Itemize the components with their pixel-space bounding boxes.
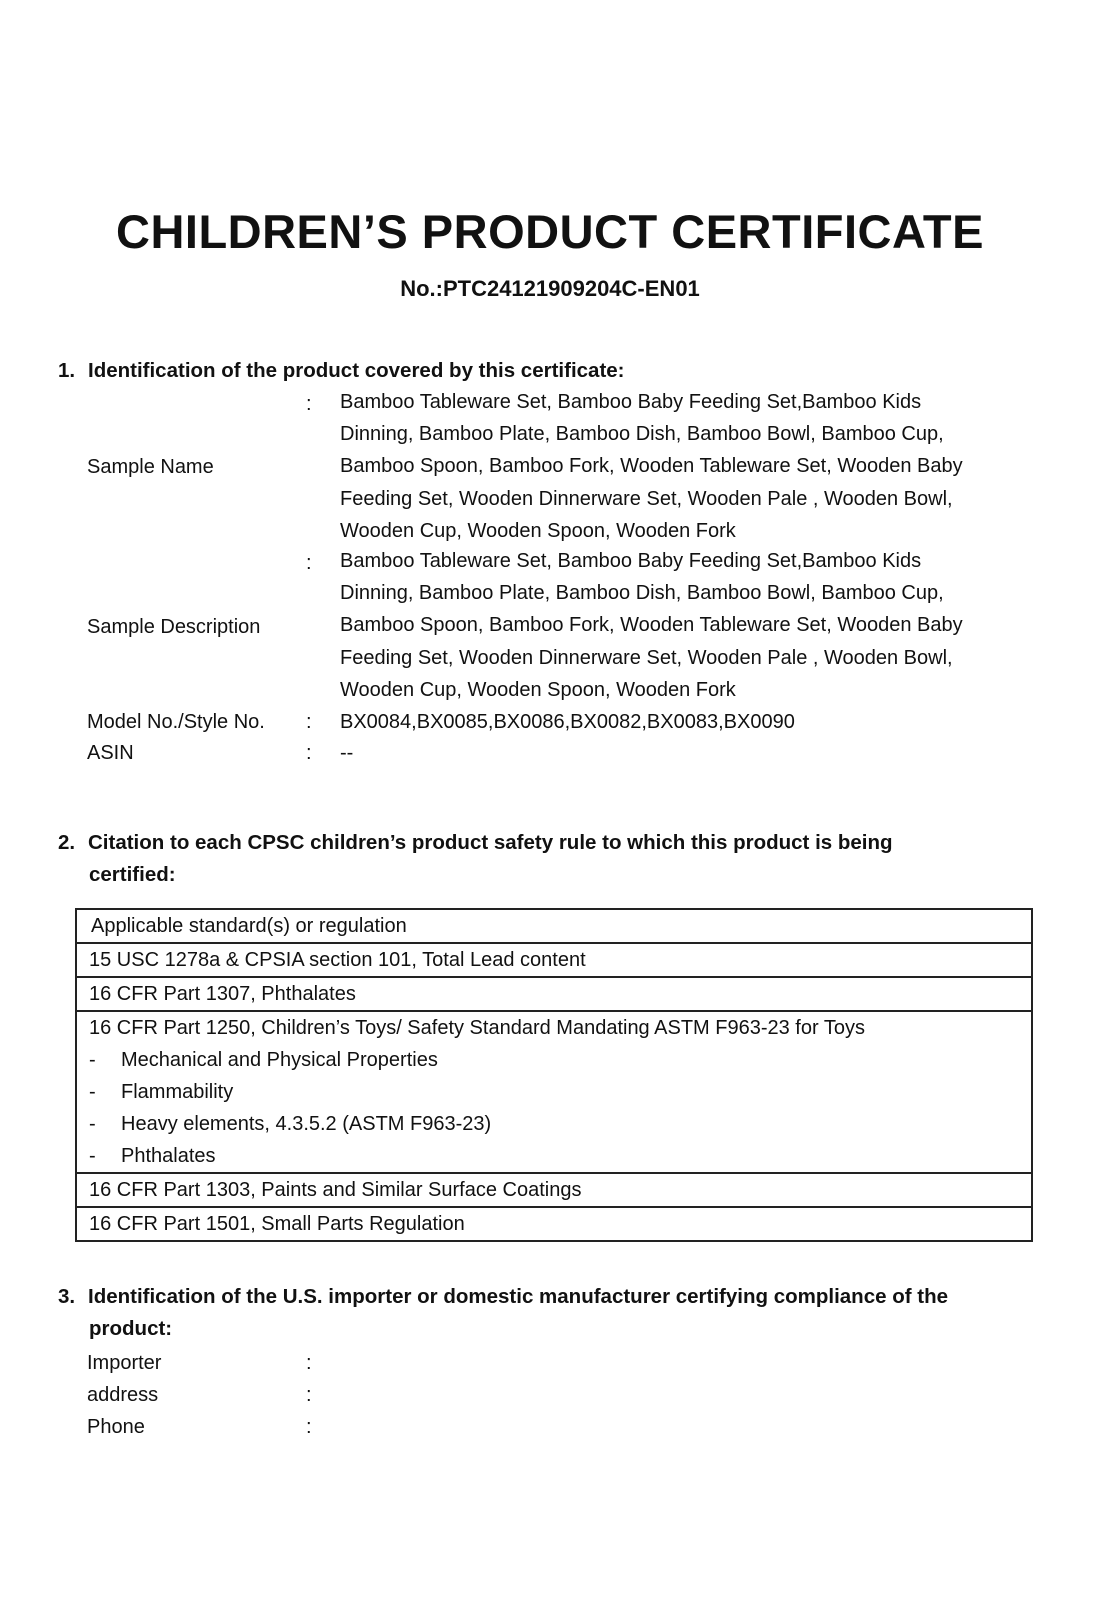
section-3-heading-line2: product: [89,1317,173,1340]
list-item-text: Flammability [121,1081,234,1103]
table-header-cell: Applicable standard(s) or regulation [76,909,1032,943]
table-cell-with-items [76,1011,1032,1173]
standards-table [75,908,1033,1242]
list-dash: - [89,1145,96,1167]
table-row [76,1173,1032,1207]
list-dash: - [89,1049,96,1071]
sample-name-label: Sample Name [87,456,214,478]
certificate-number: No.:PTC24121909204C-EN01 [400,276,700,301]
section-2-heading [58,827,1018,891]
phone-label: Phone [87,1416,145,1438]
asin-label: ASIN [87,742,134,764]
table-cell-text: 16 CFR Part 1250, Children’s Toys/ Safety Standard Mandating ASTM F963-23 for Toys [89,1017,865,1039]
sample-description-colon: : [306,552,312,574]
table-row [76,1011,1032,1173]
address-colon: : [306,1384,312,1406]
importer-label: Importer [87,1352,162,1374]
section-1-heading-text: Identification of the product covered by this certificate: [88,359,625,382]
table-cell: 16 CFR Part 1303, Paints and Similar Surface Coatings [76,1173,1032,1207]
section-3-number: 3. [58,1285,76,1308]
list-item [89,1076,1019,1108]
list-item [89,1108,1019,1140]
importer-colon: : [306,1352,312,1374]
section-3-heading [58,1281,1018,1345]
list-item [89,1140,1019,1172]
table-cell: 15 USC 1278a & CPSIA section 101, Total Lead content [76,943,1032,977]
model-no-value: BX0084,BX0085,BX0086,BX0082,BX0083,BX0090 [340,711,795,733]
asin-value: -- [340,742,354,764]
section-2-number: 2. [58,831,76,854]
section-1-heading [58,355,1018,387]
list-item-text: Heavy elements, 4.3.5.2 (ASTM F963-23) [121,1113,492,1135]
address-label: address [87,1384,159,1406]
list-dash: - [89,1081,96,1103]
sample-name-value: Bamboo Tableware Set, Bamboo Baby Feeding Set,Bamboo Kids Dinning, Bamboo Plate, Bamboo Dish, Bamboo Bowl, Bamboo Cup, Bamboo Spoon, Bamboo Fork, Wooden Tableware Set, Wooden Baby Feeding Set, Wooden Dinnerware Set, Wooden Pale , Wooden Bowl, Wooden Cup, Wooden Spoon, Wooden Fork [340,391,963,542]
sample-name-colon: : [306,393,312,415]
list-dash: - [89,1113,96,1135]
table-row [76,1207,1032,1241]
model-no-colon: : [306,711,312,733]
section-1-number: 1. [58,359,76,382]
document-title: CHILDREN’S PRODUCT CERTIFICATE [116,205,984,258]
table-row [76,943,1032,977]
table-cell: 16 CFR Part 1501, Small Parts Regulation [76,1207,1032,1241]
sample-description-label: Sample Description [87,616,261,638]
list-item-text: Mechanical and Physical Properties [121,1049,438,1071]
section-2-heading-line1: Citation to each CPSC children’s product safety rule to which this product is being [88,831,893,854]
list-item-text: Phthalates [121,1145,216,1167]
section-3-heading-line1: Identification of the U.S. importer or domestic manufacturer certifying compliance of the [88,1285,948,1308]
model-no-label: Model No./Style No. [87,711,265,733]
asin-colon: : [306,742,312,764]
phone-colon: : [306,1416,312,1438]
table-row [76,977,1032,1011]
sample-description-value: Bamboo Tableware Set, Bamboo Baby Feeding Set,Bamboo Kids Dinning, Bamboo Plate, Bamboo Dish, Bamboo Bowl, Bamboo Cup, Bamboo Spoon, Bamboo Fork, Wooden Tableware Set, Wooden Baby Feeding Set, Wooden Dinnerware Set, Wooden Pale , Wooden Bowl, Wooden Cup, Wooden Spoon, Wooden Fork [340,550,963,701]
list-item [89,1044,1019,1076]
table-cell: 16 CFR Part 1307, Phthalates [76,977,1032,1011]
table-header-row [76,909,1032,943]
section-2-heading-line2: certified: [89,863,176,886]
